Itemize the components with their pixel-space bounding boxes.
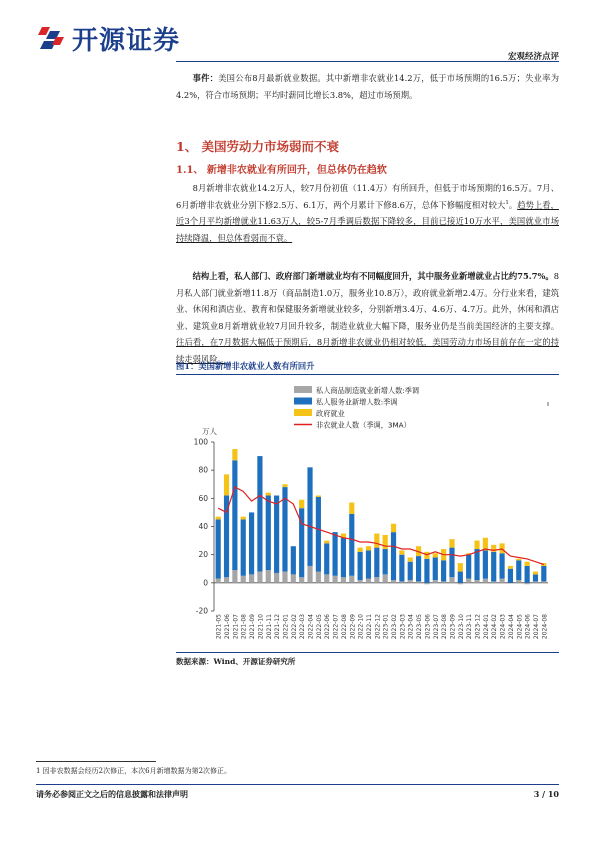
bar-segment [533, 572, 538, 575]
bar-segment [408, 557, 413, 561]
bar-segment [491, 552, 496, 582]
bar-segment [391, 532, 396, 580]
x-tick-label: 2024-01 [482, 614, 490, 640]
x-tick-label: 2023-04 [407, 614, 415, 640]
bar-segment [358, 580, 363, 583]
x-tick-label: 2024-04 [507, 614, 515, 640]
bar-segment [374, 534, 379, 548]
x-tick-label: 2021-07 [232, 614, 240, 640]
bar-segment [399, 555, 404, 582]
paragraph-2 [176, 268, 559, 368]
paragraph-1-tail: 。 [508, 199, 518, 210]
bar-segment [232, 570, 237, 583]
x-tick-label: 2022-03 [299, 614, 307, 640]
section-1-title: 1、 美国劳动力市场弱而不衰 [176, 139, 340, 154]
legend-swatch [294, 409, 312, 416]
bar-segment [449, 577, 454, 583]
bar-segment [241, 517, 246, 520]
footnote-ref: 1 [505, 199, 509, 206]
bar-segment [408, 562, 413, 580]
bar-segment [516, 580, 521, 583]
x-tick-label: 2023-09 [449, 614, 457, 640]
bar-segment [216, 519, 221, 578]
bar-segment [307, 566, 312, 583]
bar-segment [541, 581, 546, 582]
bar-segment [216, 579, 221, 583]
bar-segment [449, 539, 454, 547]
bar-segment [474, 541, 479, 549]
bar-segment [316, 572, 321, 583]
x-tick-label: 2024-06 [524, 614, 532, 640]
bar-segment [324, 541, 329, 544]
y-axis-label: 万人 [202, 427, 217, 436]
x-tick-label: 2022-07 [332, 614, 340, 640]
bar-segment [316, 497, 321, 572]
bar-segment [491, 581, 496, 582]
legend-label: 私人服务业新增人数:季调 [316, 397, 398, 407]
x-tick-label: 2023-02 [391, 614, 399, 640]
bar-segment [299, 577, 304, 583]
bar-segment [374, 577, 379, 583]
bar-segment [449, 548, 454, 578]
bar-segment [291, 546, 296, 574]
x-tick-label: 2021-06 [224, 614, 232, 640]
paragraph-1-text: 8月新增非农就业14.2万人，较7月份初值（11.4万）有所回升，但低于市场预期的16.5万。7月、6月新增非农就业分别下修2.5万、6.1万，两个月累计下修8.6万，总体下修幅度相对较大 [176, 183, 559, 210]
brand-mark-icon [36, 23, 66, 53]
brand-name: 开源证券 [72, 25, 181, 56]
bar-segment [483, 579, 488, 583]
bar-segment [282, 572, 287, 583]
bar-segment [525, 566, 530, 583]
bar-segment [216, 517, 221, 520]
x-tick-label: 2021-09 [249, 614, 257, 640]
legend-label: 非农就业人数（季调，3MA） [316, 420, 411, 430]
x-tick-label: 2024-03 [499, 614, 507, 640]
bar-segment [282, 484, 287, 487]
x-tick-label: 2023-08 [441, 614, 449, 640]
x-tick-label: 2022-06 [324, 614, 332, 640]
bar-segment [266, 493, 271, 496]
footer-divider [36, 784, 559, 785]
bar-segment [433, 557, 438, 580]
bar-segment [383, 549, 388, 574]
x-tick-label: 2024-07 [532, 614, 540, 640]
legend-swatch [294, 398, 312, 405]
bar-segment [541, 566, 546, 581]
bar-segment [299, 500, 304, 508]
x-tick-label: 2022-09 [349, 614, 357, 640]
bar-segment [533, 574, 538, 581]
footnote-rule [36, 761, 156, 762]
bar-segment [391, 524, 396, 532]
x-tick-label: 2021-05 [215, 614, 223, 640]
bar-segment [391, 580, 396, 583]
x-tick-label: 2021-08 [240, 614, 248, 640]
bar-segment [466, 579, 471, 583]
bar-segment [533, 581, 538, 582]
bar-segment [257, 572, 262, 583]
x-tick-label: 2022-02 [290, 614, 298, 640]
bar-segment [458, 563, 463, 571]
bar-segment [232, 449, 237, 460]
bar-segment [307, 467, 312, 566]
bar-segment [332, 576, 337, 583]
bar-segment [224, 474, 229, 495]
bar-segment [232, 460, 237, 570]
x-tick-label: 2023-06 [424, 614, 432, 640]
event-paragraph [176, 70, 559, 103]
bar-segment [483, 550, 488, 578]
legend-label: 政府就业 [316, 409, 345, 418]
bar-segment [349, 503, 354, 514]
x-tick-label: 2022-01 [282, 614, 290, 640]
bar-segment [466, 555, 471, 579]
y-tick-label: 40 [198, 522, 208, 531]
bar-segment [416, 581, 421, 582]
bar-segment [383, 535, 388, 549]
bar-segment [374, 548, 379, 578]
event-label: 事件： [192, 73, 219, 83]
bar-segment [516, 560, 521, 580]
x-tick-label: 2023-01 [382, 614, 390, 640]
bar-segment [399, 550, 404, 554]
bar-segment [366, 550, 371, 578]
bar-segment [516, 559, 521, 560]
bar-segment [366, 579, 371, 583]
bar-segment [349, 576, 354, 583]
bar-segment [366, 546, 371, 550]
paragraph-2-underlined: 往后看，在7月数据大幅低于预期后，8月新增非农就业仍相对较低，美国劳动力市场目前存在一定的持续走弱风险。 [176, 337, 559, 364]
bar-segment [433, 553, 438, 557]
legend-swatch [294, 386, 312, 393]
bar-segment [441, 560, 446, 581]
paragraph-1 [176, 180, 559, 246]
bar-segment [241, 519, 246, 575]
bar-segment [433, 580, 438, 583]
figure-source: 数据来源：Wind、开源证券研究所 [176, 657, 296, 666]
bar-segment [499, 543, 504, 553]
x-tick-label: 2024-08 [541, 614, 549, 640]
bar-segment [458, 572, 463, 583]
section-1-1-title: 1.1、 新增非农就业有所回升，但总体仍在趋软 [176, 165, 387, 176]
bar-segment [525, 583, 530, 584]
brand-logo [36, 16, 180, 60]
x-tick-label: 2023-07 [432, 614, 440, 640]
bar-segment [399, 581, 404, 582]
x-tick-label: 2022-11 [365, 614, 373, 640]
paragraph-2-text: 8月私人部门就业新增11.8万（商品制造1.0万，服务业10.8万），政府就业新增2.4万。分行业来看，建筑业、休闲和酒店业、教育和保健服务新增就业较多，分别新增3.4万、4.6万、4.7万。此外，休闲和酒店业、建筑业8月新增就业较7月回升较多，制造业就业大幅下降，服务业仍是当前美国经济的主要支撑。 [176, 271, 559, 331]
y-tick-label: -20 [195, 606, 208, 616]
x-tick-label: 2022-05 [315, 614, 323, 640]
bar-segment [316, 496, 321, 497]
footnote: 1 因非农数据会经历2次修正，本次6月新增数据为第2次修正。 [36, 767, 232, 775]
bar-segment [499, 553, 504, 578]
figure-bottom-rule [176, 652, 559, 653]
bar-segment [508, 569, 513, 583]
figure-title: 图1：美国新增非农就业人数有所回升 [176, 361, 315, 371]
y-tick-label: 80 [198, 465, 208, 475]
bar-segment [224, 577, 229, 583]
bar-segment [508, 566, 513, 569]
x-tick-label: 2023-03 [399, 614, 407, 640]
y-tick-label: 0 [203, 578, 208, 588]
bar-segment [266, 496, 271, 571]
x-tick-label: 2022-12 [374, 614, 382, 640]
report-category: 宏观经济点评 [507, 52, 559, 62]
bar-segment [383, 574, 388, 582]
bar-segment [341, 577, 346, 583]
paragraph-1-underlined: 趋势上看，近3个月平均新增就业11.63万人，较5-7月季调后数据下降较多，目前已接近10万水平，美国就业市场持续降温，但总体看弱而不衰。 [176, 199, 559, 243]
y-tick-label: 100 [193, 437, 208, 447]
x-tick-label: 2023-05 [416, 614, 424, 640]
bar-segment [474, 580, 479, 583]
footer-disclaimer: 请务必参阅正文之后的信息披露和法律声明 [36, 789, 188, 799]
bar-segment [441, 581, 446, 582]
bar-segment [257, 456, 262, 571]
bar-segment [424, 559, 429, 583]
bar-segment [525, 562, 530, 566]
x-tick-label: 2024-02 [491, 614, 499, 640]
bar-segment [291, 574, 296, 582]
bar-segment [408, 580, 413, 583]
x-tick-label: 2023-12 [474, 614, 482, 640]
bar-segment [324, 574, 329, 582]
bar-segment [241, 576, 246, 583]
bar-segment [332, 532, 337, 576]
x-tick-label: 2022-08 [340, 614, 348, 640]
bar-segment [341, 538, 346, 577]
bar-segment [324, 543, 329, 574]
x-tick-label: 2021-11 [265, 614, 273, 640]
paragraph-2-lead: 结构上看，私人部门、政府部门新增就业均有不同幅度回升，其中服务业新增就业占比约75.7%。 [192, 271, 554, 281]
bar-segment [266, 570, 271, 583]
bar-segment [499, 579, 504, 583]
x-tick-label: 2023-11 [466, 614, 474, 640]
x-tick-label: 2024-05 [516, 614, 524, 640]
bar-segment [416, 556, 421, 581]
x-tick-label: 2021-12 [274, 614, 282, 640]
bar-segment [458, 583, 463, 584]
bar-segment [474, 549, 479, 580]
legend-label: 私人商品制造就业新增人数:季调 [316, 386, 420, 395]
bar-segment [249, 512, 254, 574]
bar-segment [274, 573, 279, 583]
bar-segment [249, 574, 254, 582]
y-tick-label: 20 [198, 550, 208, 560]
x-tick-label: 2022-10 [357, 614, 365, 640]
header-divider [176, 61, 559, 62]
bar-segment [358, 552, 363, 580]
page-number: 3 / 10 [533, 789, 559, 799]
employment-chart [176, 384, 559, 652]
figure-top-rule [176, 374, 559, 375]
x-tick-label: 2022-04 [307, 614, 315, 640]
bar-segment [274, 496, 279, 573]
bar-segment [349, 514, 354, 576]
bar-segment [424, 552, 429, 559]
bar-segment [424, 583, 429, 584]
x-tick-label: 2021-10 [257, 614, 265, 640]
bar-segment [358, 548, 363, 552]
y-tick-label: 60 [198, 493, 208, 503]
event-text: 美国公布8月最新就业数据。其中新增非农就业14.2万，低于市场预期的16.5万；失业率为4.2%，符合市场预期；平均时薪同比增长3.8%，超过市场预期。 [176, 73, 559, 100]
x-tick-label: 2023-10 [457, 614, 465, 640]
